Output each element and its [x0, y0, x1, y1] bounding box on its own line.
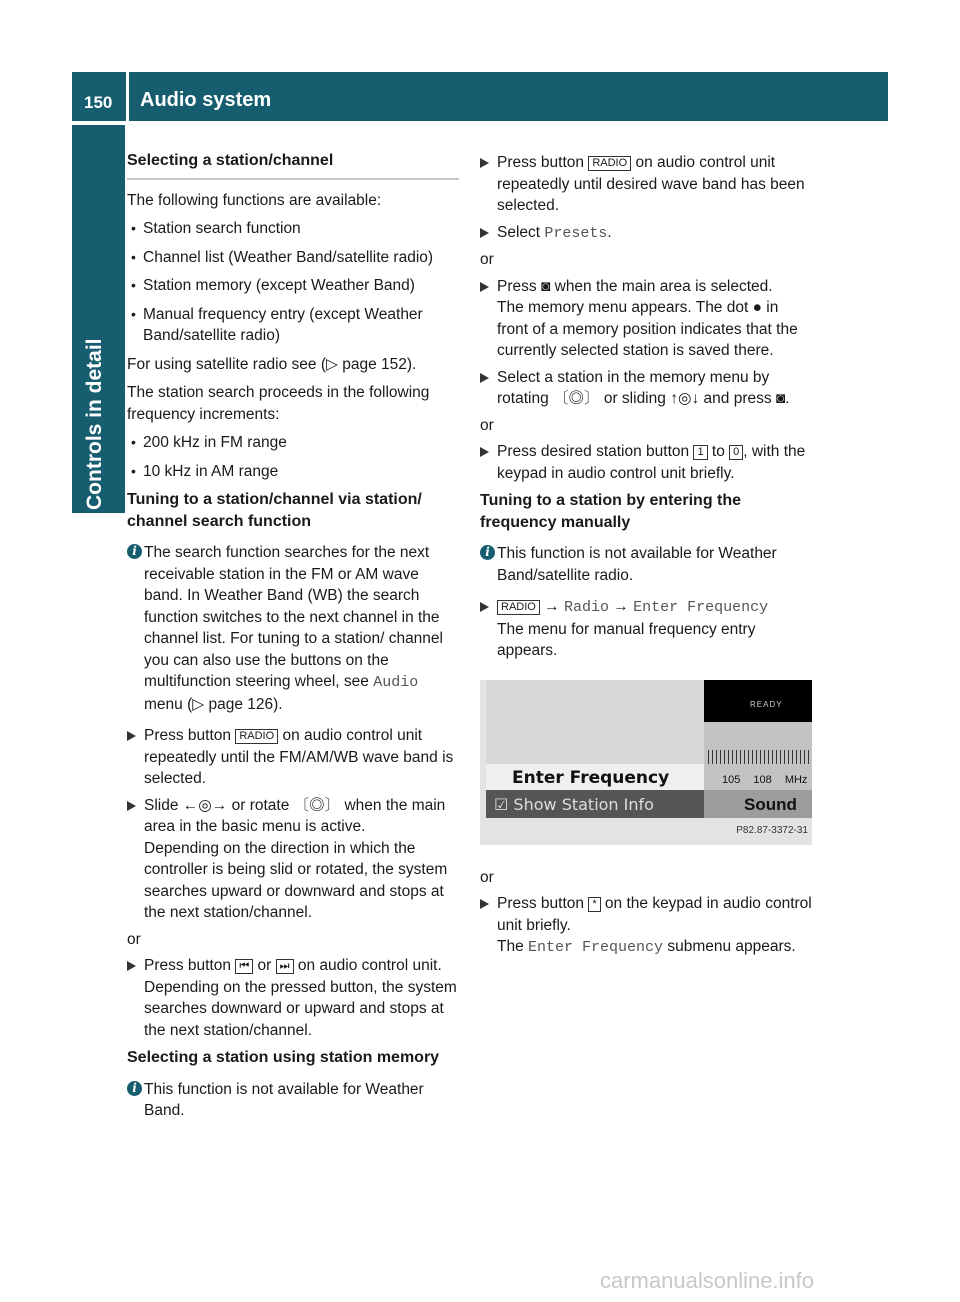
ready-indicator: READY	[750, 699, 783, 709]
list-item: • Manual frequency entry (except Weather Band/satellite radio)	[127, 304, 459, 347]
instruction-step: Select a station in the memory menu by rotating 〔◎〕 or sliding ↑◎↓ and press ◙.	[480, 367, 812, 410]
frequency-scale	[708, 750, 810, 764]
side-tab-label: Controls in detail	[83, 338, 106, 510]
instruction-step: Press button ⏮ or ⏭ on audio control unit. Depending on the pressed button, the system searches downward or upward and stops at the next station/channel.	[127, 955, 459, 1041]
list-item: • Channel list (Weather Band/satellite radio)	[127, 247, 459, 269]
list-item: • Station search function	[127, 218, 459, 240]
info-icon: i	[480, 545, 495, 560]
rotate-controller-icon: 〔◎〕	[293, 796, 341, 814]
rotate-controller-icon: 〔◎〕	[553, 390, 600, 407]
instruction-step: Press button RADIO on audio control unit repeatedly until the FM/AM/WB wave band is selected.	[127, 725, 459, 790]
section-heading: Selecting a station/channel	[127, 150, 459, 180]
instruction-step: Press desired station button 1 to 0 , with the keypad in audio control unit briefly.	[480, 441, 812, 484]
page-header	[72, 72, 888, 121]
instruction-step: Press button * on the keypad in audio control unit briefly. The Enter Frequency submenu appears.	[480, 893, 812, 959]
station-button-1-icon: 1	[693, 445, 707, 460]
next-track-icon: ⏭	[276, 959, 294, 974]
list-item: • 200 kHz in FM range	[127, 432, 459, 454]
instruction-step: RADIO → Radio → Enter Frequency The menu for manual frequency entry appears.	[480, 596, 812, 662]
page-title: Audio system	[140, 89, 272, 111]
or-text: or	[127, 930, 141, 948]
info-note: i This function is not available for Weather Band.	[127, 1079, 459, 1122]
menu-item-show-station-info: ☑ Show Station Info	[486, 790, 704, 818]
star-button-icon: *	[588, 897, 600, 912]
info-note: i This function is not available for Weather Band/satellite radio.	[480, 543, 812, 586]
left-column	[127, 150, 459, 1132]
list-item: • Station memory (except Weather Band)	[127, 275, 459, 297]
page-number: 150	[84, 93, 113, 112]
info-icon: i	[127, 1081, 142, 1096]
info-note: i The search function searches for the next receivable station in the FM or AM wave band. In Weather Band (WB) the search function switches to the next channel in the channel list. For tuning to a station/ channel you can also use the buttons on the multifunction steering wheel, see Audio menu (▷ page 126).	[127, 542, 459, 715]
instruction-step: Select Presets.	[480, 222, 812, 245]
station-button-0-icon: 0	[729, 445, 743, 460]
right-column	[480, 152, 812, 964]
info-icon: i	[127, 544, 142, 559]
satellite-reference: For using satellite radio see (▷ page 152).	[127, 355, 417, 373]
intro-text: The following functions are available:	[127, 191, 382, 209]
instruction-step: Press ◙ when the main area is selected. The memory menu appears. The dot ● in front of a memory position indicates that the currently selected station is saved there.	[480, 276, 812, 362]
display-screenshot	[480, 680, 812, 845]
slide-controller-icon: ←◎→	[182, 796, 228, 814]
or-text: or	[480, 416, 494, 434]
search-intro: The station search proceeds in the following frequency increments:	[127, 384, 430, 423]
radio-button-icon: RADIO	[588, 156, 631, 171]
header-divider	[126, 72, 129, 121]
instruction-step: Slide ←◎→ or rotate 〔◎〕 when the main area in the basic menu is active. Depending on the direction in which the controller is being slid or rotated, the system searches upward or downward and stops at the next station/channel.	[127, 795, 459, 924]
list-item: • 10 kHz in AM range	[127, 461, 459, 483]
subheading: Selecting a station using station memory	[127, 1049, 440, 1066]
instruction-step: Press button RADIO on audio control unit repeatedly until desired wave band has been selected.	[480, 152, 812, 217]
press-controller-icon: ◙	[775, 390, 786, 407]
previous-track-icon: ⏮	[235, 959, 253, 974]
menu-item-sound: Sound	[704, 790, 812, 818]
or-text: or	[480, 868, 494, 886]
menu-item-enter-frequency: Enter Frequency	[486, 764, 704, 790]
subheading: Tuning to a station by entering the frequency manually	[480, 492, 742, 531]
radio-button-icon: RADIO	[497, 600, 540, 615]
slide-updown-icon: ↑◎↓	[670, 390, 700, 407]
figure-code: P82.87-3372-31	[736, 825, 808, 836]
press-controller-icon: ◙	[540, 277, 551, 295]
frequency-labels: 105 108 MHz	[722, 773, 808, 786]
radio-button-icon: RADIO	[235, 729, 278, 744]
subheading: Tuning to a station/channel via station/ channel search function	[127, 491, 422, 530]
watermark: carmanualsonline.info	[600, 1268, 815, 1293]
or-text: or	[480, 251, 494, 268]
